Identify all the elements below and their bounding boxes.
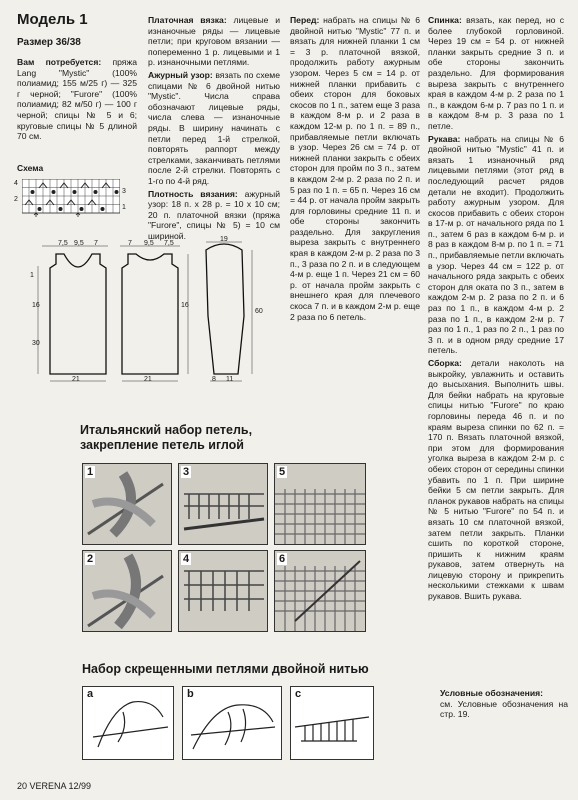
materials-block xyxy=(17,57,137,142)
photo-4-number: 4 xyxy=(183,553,190,565)
front-block xyxy=(290,15,420,322)
plain-stitch-label: Платочная вязка: xyxy=(148,15,227,25)
photo-5-number: 5 xyxy=(279,466,286,478)
density-label: Плотность вязания: xyxy=(148,188,238,199)
plain-stitch-text: лицевые и изнаночные ряды — лицевые петли; при круговом вязании — попеременно 1 р. лицевыми и 1 р. изнаночными петлями. xyxy=(148,15,280,68)
right-column xyxy=(428,15,564,602)
materials-label: Вам потребуется: xyxy=(17,57,102,67)
assembly-label: Сборка: xyxy=(428,358,462,368)
photo-1-number: 1 xyxy=(87,466,94,478)
schema-label: Схема xyxy=(17,163,44,173)
photo-6 xyxy=(274,550,366,632)
front-piece xyxy=(50,254,106,374)
materials-text: пряжа Lang "Mystic" (100% полиамид; 155 м/25 г) — 325 г черной; "Furore" (100% полиамид; 82 м/50 г) — 100 г черной; спицы № 5 и 6; круговые спицы № 5 длиной 70 см. xyxy=(17,57,137,142)
illustration-b xyxy=(182,686,282,760)
size-label: Размер 36/38 xyxy=(17,37,81,48)
lace-pattern-para xyxy=(148,70,280,187)
illustration-c-letter: c xyxy=(295,688,302,700)
photo-4 xyxy=(178,550,268,632)
illustration-a-letter: a xyxy=(87,688,94,700)
schema-row-3: 3 xyxy=(122,188,126,195)
front-text: набрать на спицы № 6 двойной нитью "Mystic" 77 п. и вязать для нижней планки 1 см = 3 р. платочной вязкой, продолжить работу ажурным узором. Через 5 см = 14 р. от нижней планки прибавить с обеих сторон для боковых скосов по 1 п., затем еще 3 раза в каждом 8-м р. и 2 раза в каждом 12-м р. по 1 п. = 89 п., прибавляемые петли включать в узор. Через 26 см = 74 р. от нижней планки закрыть с обеих сторон для пройм по 3 п., затем в каждом 2-м р. 2 раза по 2 п. и 5 раз по 1 п. = 65 п. Через 16 см = 44 р. от начала пройм закрыть для горловины средние 11 п. и обе стороны закончить раздельно. Для закругления выреза закрыть с внутреннего края в каждом 2-м р. 2 раза по 3 п., 3 раза по 2 п. и в следующем 4-м р. еще 1 п. Через 21 см = 60 р. от начала пройм закрыть с внешнего края для плечевого скоса 7 п. и в каждом 2-м р. еще 2 раза по 6 петель. xyxy=(290,15,421,322)
back-text: вязать, как перед, но с более глубокой горловиной. Через 19 см = 54 р. от нижней планки закрыть средние 3 п. и обе стороны закончить раздельно. Для формирования выреза закрыть с внутреннего края в каждом 4-м р. 2 раза по 1 п., в каждом 6-м р. 7 раз по 1 п. и в каждом 8-м р. 3 раза по 1 петле. xyxy=(428,15,564,131)
pattern-pieces xyxy=(28,236,278,386)
photo-6-number: 6 xyxy=(279,553,286,565)
back-dim-top-mid: 9,5 xyxy=(144,240,154,247)
schema-row-4: 4 xyxy=(14,180,18,187)
front-dim-top-left: 7,5 xyxy=(58,240,68,247)
photo-3 xyxy=(178,463,268,545)
back-dim-top-right: 7,5 xyxy=(164,240,174,247)
sleeve-piece xyxy=(206,244,244,374)
front-label: Перед: xyxy=(290,15,320,25)
schema-row-2: 2 xyxy=(14,196,18,203)
schema-grid xyxy=(22,179,120,219)
assembly-text: детали наколоть на выкройку, увлажнить и оставить до высыхания. Выполнить швы. Для бейки набрать на круговые спицы нитью "Furore" по краю горловины переда 46 п. и по краям выреза спинки по 62 п. = 170 п. Вязать платочной вязкой, при этом для формирования уголка выреза в каждом 2-м р. с обеих сторон от середины спинки убавить по 1 п. При ширине бейки 5 см петли закрыть. Для планок рукавов набрать на спицы № 5 нитью "Furore" по 54 п. и вязать 10 см платочной вязкой, затем петли закрыть. Планки сшить по короткой стороне, пришить к нижним краям рукавов, затем отвернуть на лицевую сторону и прикрепить несколькими стежками к швам рукавов. Вшить рукава. xyxy=(428,358,564,602)
back-dim-bottom: 21 xyxy=(144,376,152,383)
sleeves-label: Рукава: xyxy=(428,133,461,144)
legend-text: см. Условные обозначения на стр. 19. xyxy=(440,698,568,720)
back-para xyxy=(428,15,564,132)
section-2-title: Набор скрещенными петлями двойной нитью xyxy=(82,662,369,676)
front-dim-side-3: 30 xyxy=(32,340,40,347)
lace-pattern-label: Ажурный узор: xyxy=(148,69,213,80)
sleeves-text: набрать на спицы № 6 двойной нитью "Mystic" 41 п. и вязать 1 изнаночный ряд лицевыми петлями (этот ряд в последующий расчет рядов детали не входит). Продолжить работу ажурным узором. Для скосов прибавить с обеих сторон в 17-м р. от начального ряда по 1 п., затем 6 раз в каждом 6-м р. и 8 раз в каждом 8-м р. по 1 п. = 71 п., прибавляемые петли включать в узор. Через 44 см = 122 р. от начального ряда закрыть с обеих сторон для оката по 3 п., затем в каждом 2-м р. 2 раза по 2 п. и 6 раз по 1 п., в каждом 4-м р. 2 раза по 1 п., в каждом 2-м р. 7 раз по 1 п., 1 раз по 2 п., 1 раз по 3 п. и в одном ряду средние 17 петель. xyxy=(428,133,565,356)
sleeve-dim-side: 60 xyxy=(255,308,263,315)
stitch-schema xyxy=(14,177,134,227)
legend-block xyxy=(440,688,568,720)
density-text: ажурный узор: 18 п. х 28 р. = 10 х 10 см; 20 п. платочной вязки (пряжа "Furore", спицы № 5) = 10 см шириной. xyxy=(148,188,280,241)
pattern-diagram xyxy=(28,236,278,386)
front-dim-top-mid: 9,5 xyxy=(74,240,84,247)
page-footer: 20 VERENA 12/99 xyxy=(17,781,92,791)
photo-1 xyxy=(82,463,172,545)
assembly-para xyxy=(428,358,564,602)
stitch-block xyxy=(148,15,280,241)
legend-label: Условные обозначения: xyxy=(440,688,543,698)
back-label: Спинка: xyxy=(428,15,462,25)
back-piece xyxy=(122,254,178,374)
illustration-c xyxy=(290,686,374,760)
back-dim-side: 16 xyxy=(181,302,189,309)
photo-2-number: 2 xyxy=(87,553,94,565)
back-dim-top-left: 7 xyxy=(128,240,132,247)
front-dim-bottom: 21 xyxy=(72,376,80,383)
density-para xyxy=(148,189,280,242)
front-dim-top-right: 7 xyxy=(94,240,98,247)
section-1-title: Итальянский набор петель, закрепление петель иглой xyxy=(80,423,253,452)
sleeves-para xyxy=(428,134,564,356)
photo-2 xyxy=(82,550,172,632)
photo-3-number: 3 xyxy=(183,466,190,478)
plain-stitch-para xyxy=(148,15,280,68)
illustration-a xyxy=(82,686,174,760)
schema-row-1: 1 xyxy=(122,204,126,211)
lace-pattern-text: вязать по схеме спицами № 6 двойной нитью "Mystic". Числа справа обозначают лицевые ряды, числа слева — изнаночные ряды. В ширину начинать с петли перед 1-й стрелкой, повторять раппорт между стрелками, заканчивать петлями после 2-й стрелки. Повторять с 1-го по 4-й ряд. xyxy=(148,69,280,186)
sleeve-dim-bottom-left: 8 xyxy=(212,376,216,383)
sleeve-dim-top: 19 xyxy=(220,236,228,243)
photo-5 xyxy=(274,463,366,545)
page-title: Модель 1 xyxy=(17,11,88,28)
front-dim-side-1: 1 xyxy=(30,272,34,279)
illustration-b-letter: b xyxy=(187,688,194,700)
sleeve-dim-bottom-right: 11 xyxy=(226,376,234,383)
front-dim-side-2: 16 xyxy=(32,302,40,309)
